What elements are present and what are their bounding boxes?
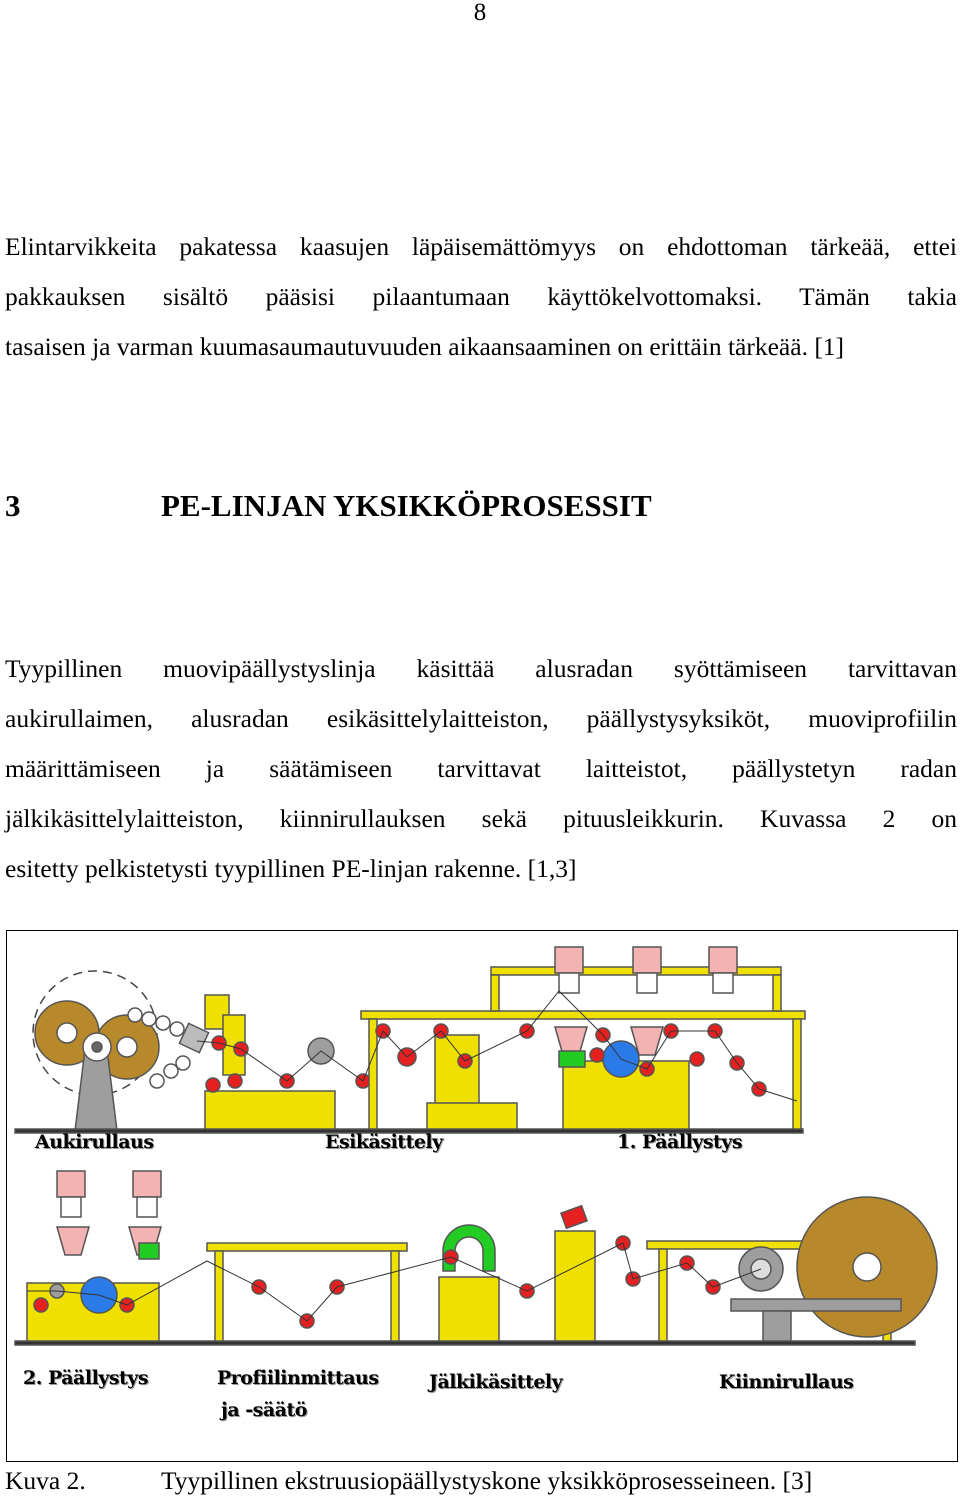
coating2-station	[27, 1171, 161, 1343]
label-rewind: Kiinnirullaus	[719, 1371, 854, 1393]
label-posttreatment: Jälkikäsittely	[429, 1371, 563, 1393]
posttreatment-station	[439, 1206, 640, 1343]
process-line-figure	[6, 930, 958, 1462]
body-paragraph	[5, 644, 957, 894]
label-unwind: Aukirullaus	[35, 1131, 154, 1153]
label-coating1: 1. Päällystys	[617, 1131, 743, 1153]
section-title: PE-LINJAN YKSIKKÖPROSESSIT	[161, 488, 652, 523]
profile-station	[207, 1243, 407, 1343]
coating1-station	[361, 947, 805, 1131]
label-coating2: 2. Päällystys	[23, 1367, 149, 1389]
text-line: esitetty pelkistetysti tyypillinen PE-linjan rakenne. [1,3]	[5, 854, 577, 883]
text-line: tasaisen ja varman kuumasaumautuvuuden aikaansaaminen on erittäin tärkeää. [1]	[5, 332, 845, 361]
section-number: 3	[5, 488, 21, 523]
text-line: jälkikäsittelylaitteiston, kiinnirullauksen sekä pituusleikkurin. Kuvassa 2 on	[5, 804, 957, 833]
text-line: pakkauksen sisältö pääsisi pilaantumaan käyttökelvottomaksi. Tämän takia	[5, 282, 957, 311]
unwind-station	[33, 971, 209, 1131]
rewind-station	[647, 1197, 937, 1343]
label-profile-line1: Profiilinmittaus	[217, 1367, 379, 1389]
text-line: Tyypillinen muovipäällystyslinja käsittää alusradan syöttämiseen tarvittavan	[5, 654, 957, 683]
text-line: Elintarvikkeita pakatessa kaasujen läpäisemättömyys on ehdottoman tärkeää, ettei	[5, 232, 957, 261]
label-profile-line2: ja -säätö	[221, 1399, 307, 1421]
pretreatment-station	[205, 995, 370, 1131]
caption-title: Tyypillinen ekstruusiopäällystyskone yksikköprosesseineen. [3]	[161, 1466, 813, 1495]
figure-caption	[5, 1462, 813, 1500]
intro-paragraph	[5, 222, 957, 372]
page-number: 8	[473, 0, 487, 26]
text-line: määrittämiseen ja säätämiseen tarvittavat laitteistot, päällystetyn radan	[5, 754, 957, 783]
text-line: aukirullaimen, alusradan esikäsittelylaitteiston, päällystysyksiköt, muoviprofiilin	[5, 704, 957, 733]
caption-label: Kuva 2.	[5, 1466, 86, 1495]
lower-floor	[15, 1341, 915, 1345]
label-pretreatment: Esikäsittely	[325, 1131, 443, 1153]
